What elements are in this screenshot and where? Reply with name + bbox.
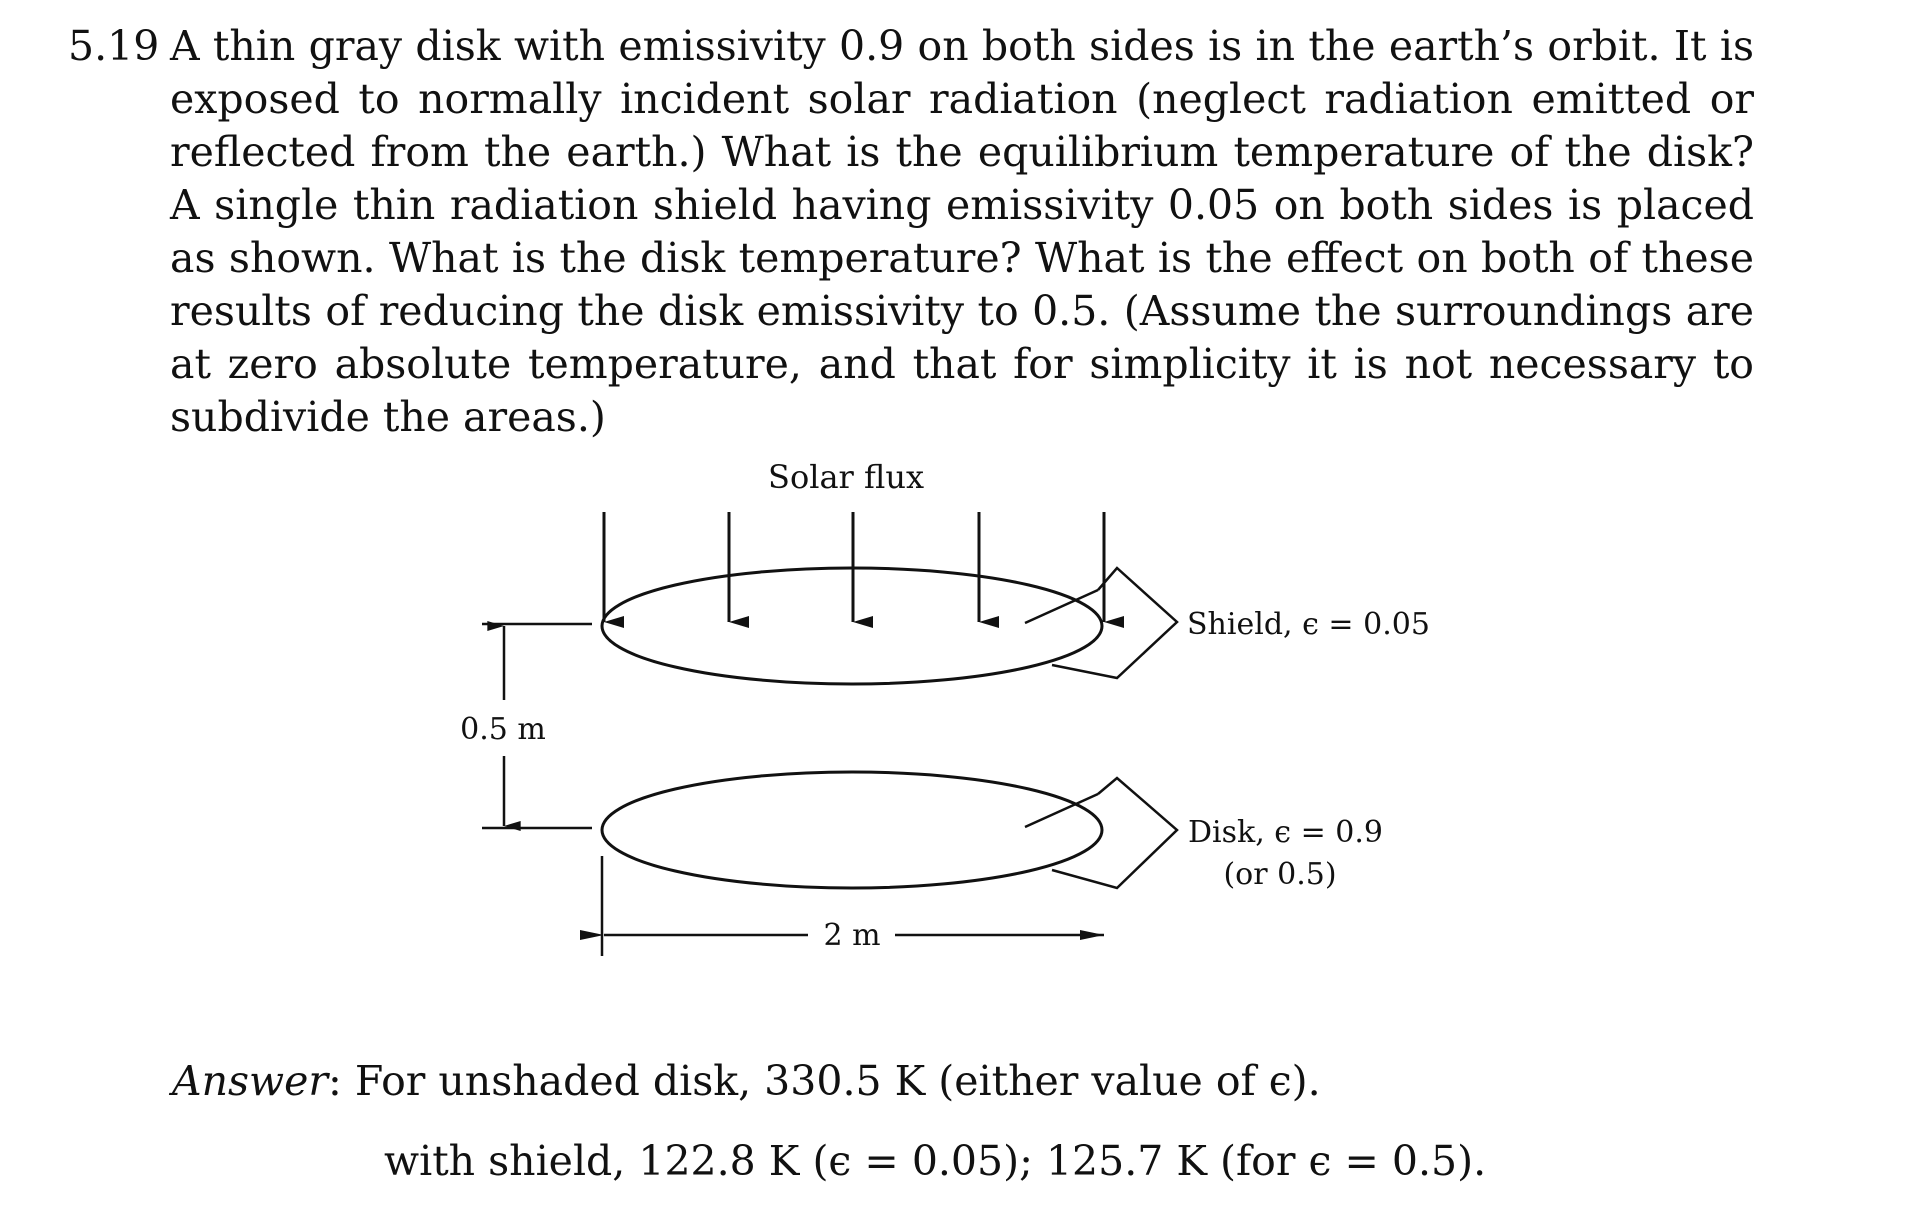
solar-flux-arrows (604, 512, 1104, 622)
diameter-label: 2 m (823, 918, 881, 953)
answer-line-1 (172, 1055, 1321, 1108)
solar-flux-label: Solar flux (768, 458, 924, 496)
problem-number: 5.19 (68, 22, 160, 70)
answer-line-2: with shield, 122.8 K (ϵ = 0.05); 125.7 K (for ϵ = 0.5). (384, 1137, 1487, 1185)
disk-alt-label: (or 0.5) (1223, 857, 1337, 892)
spacing-label: 0.5 m (460, 712, 546, 747)
figure-disk-and-shield (0, 440, 1929, 1000)
disk-label: Disk, ϵ = 0.9 (1188, 815, 1384, 850)
shield-label: Shield, ϵ = 0.05 (1187, 607, 1430, 642)
answer-text-1: : For unshaded disk, 330.5 K (either value of ϵ). (328, 1057, 1321, 1105)
answer-label: Answer (172, 1057, 329, 1105)
problem-text: A thin gray disk with emissivity 0.9 on both sides is in the earth’s orbit. It is exposed to normally incident solar radiation (neglect radiation emitted or reflected from the earth.) What is the equilibrium temperature of the disk? A single thin radiation shield having emissivity 0.05 on both sides is placed as shown. What is the disk temperature? What is the effect on both of these results of reducing the disk emissivity to 0.5. (Assume the surroundings are at zero absolute temperature, and that for simplicity it is not necessary to subdivide the areas.) (170, 22, 1754, 441)
disk-ellipse (602, 772, 1102, 888)
